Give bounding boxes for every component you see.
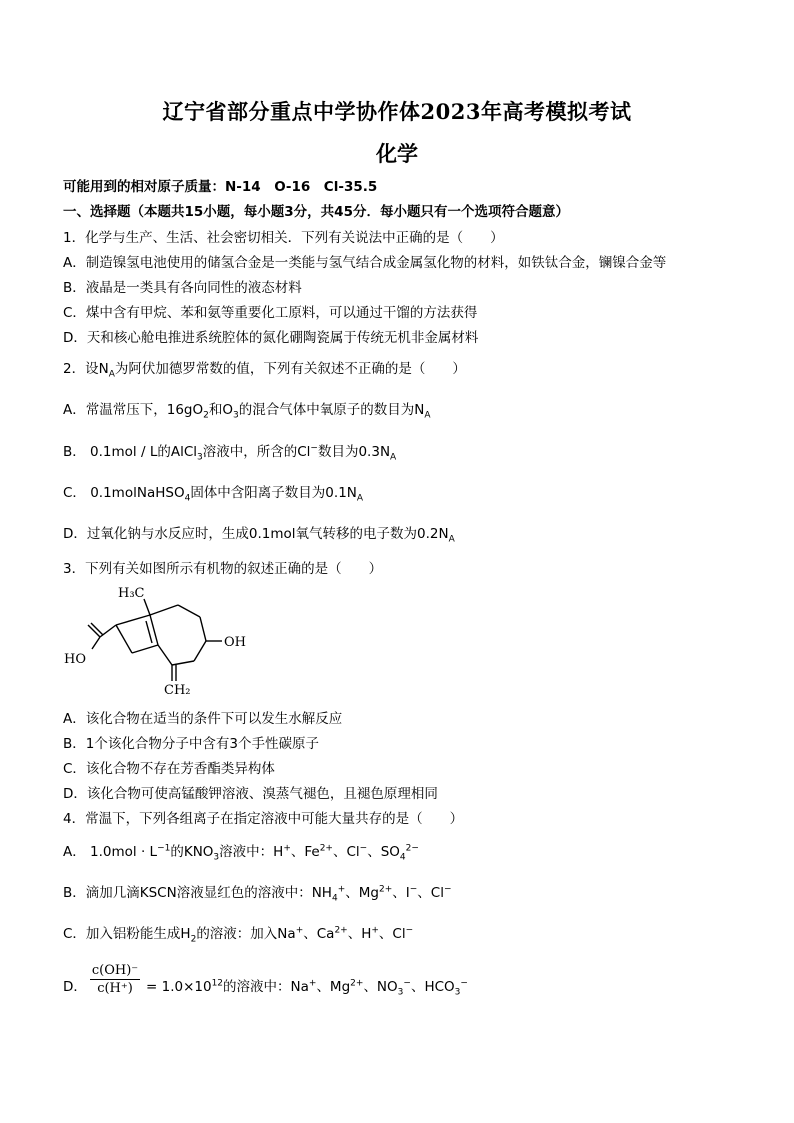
q1-option-a: A．制造镍氢电池使用的储氢合金是一类能与氢气结合成金属氢化物的材料，如铁钛合金，镧镍合金等 [63, 255, 667, 271]
q3-option-d: D．该化合物可使高锰酸钾溶液、溴蒸气褪色，且褪色原理相同 [63, 786, 438, 802]
subject-title: 化学 [376, 141, 418, 166]
section-heading: 一、选择题（本题共15小题，每小题3分，共45分．每小题只有一个选项符合题意） [63, 204, 569, 220]
q4-option-c: C．加入铝粉能生成$H_2$的溶液：加入Na+、$Ca^{2+}$、H+、Cl− [63, 925, 414, 945]
atomic-mass-note: 可能用到的相对原子质量：N-14 O-16 Cl-35.5 [63, 179, 378, 195]
exam-title: 辽宁省部分重点中学协作体2023年高考模拟考试 [162, 99, 632, 124]
molecule-bonds [88, 599, 222, 681]
q3-option-a: A．该化合物在适当的条件下可以发生水解反应 [63, 711, 343, 727]
label-ch2: CH₂ [164, 683, 191, 698]
q2-option-a: A．常温常压下，$16gO_2$和$O_3$的混合气体中氧原子的数目为$N_A$ [63, 402, 431, 421]
q2-option-d: D．过氧化钠与水反应时，生成0.1mol氧气转移的电子数为$0.2N_A$ [63, 526, 455, 545]
q2-stem: 2．设$N_A$为阿伏加德罗常数的值，下列有关叙述不正确的是（ ） [63, 361, 466, 380]
q2-option-b: B． 0.1mol / L的AlCl$_3$溶液中，所含的Cl−数目为$0.3N_A$ [63, 443, 397, 463]
q4-option-d-fraction [90, 963, 140, 996]
q3-option-b: B．1个该化合物分子中含有3个手性碳原子 [63, 736, 319, 752]
q1-stem: 1．化学与生产、生活、社会密切相关．下列有关说法中正确的是（ ） [63, 230, 504, 246]
fraction-denominator: c(H⁺) [97, 981, 133, 996]
q1-option-d: D．天和核心舱电推进系统腔体的氮化硼陶瓷属于传统无机非金属材料 [63, 330, 479, 346]
q3-stem: 3．下列有关如图所示有机物的叙述正确的是（ ） [63, 561, 383, 577]
label-oh: OH [224, 635, 246, 650]
molecule-structure [60, 585, 260, 700]
q4-option-a: A． $1.0mol \cdot L^{-1}$的$KNO_3$溶液中：H+、$Fe^{2+}$、Cl−、$SO_4^{2-}$ [63, 843, 419, 863]
q1-option-c: C．煤中含有甲烷、苯和氨等重要化工原料，可以通过干馏的方法获得 [63, 305, 478, 321]
q2-option-c: C． 0.1molNaHSO$_4$固体中含阳离子数目为$0.1N_A$ [63, 485, 364, 504]
label-ch3: H₃C [118, 586, 145, 601]
q3-option-c: C．该化合物不存在芳香酯类异构体 [63, 761, 275, 777]
label-ho: HO [64, 652, 86, 667]
fraction-numerator: c(OH)⁻ [91, 963, 139, 978]
q4-option-b: B．滴加几滴KSCN溶液显红色的溶液中：$NH_4^+$、$Mg^{2+}$、I−、Cl− [63, 884, 452, 904]
q4-option-d: = $1.0\times 10^{12}$的溶液中：Na+、$Mg^{2+}$、$NO_3^-$、$HCO_3^-$ [146, 978, 468, 998]
q1-option-b: B．液晶是一类具有各向同性的液态材料 [63, 280, 302, 296]
q4-option-d-label: D． [63, 979, 87, 995]
q4-stem: 4．常温下，下列各组离子在指定溶液中可能大量共存的是（ ） [63, 811, 464, 827]
